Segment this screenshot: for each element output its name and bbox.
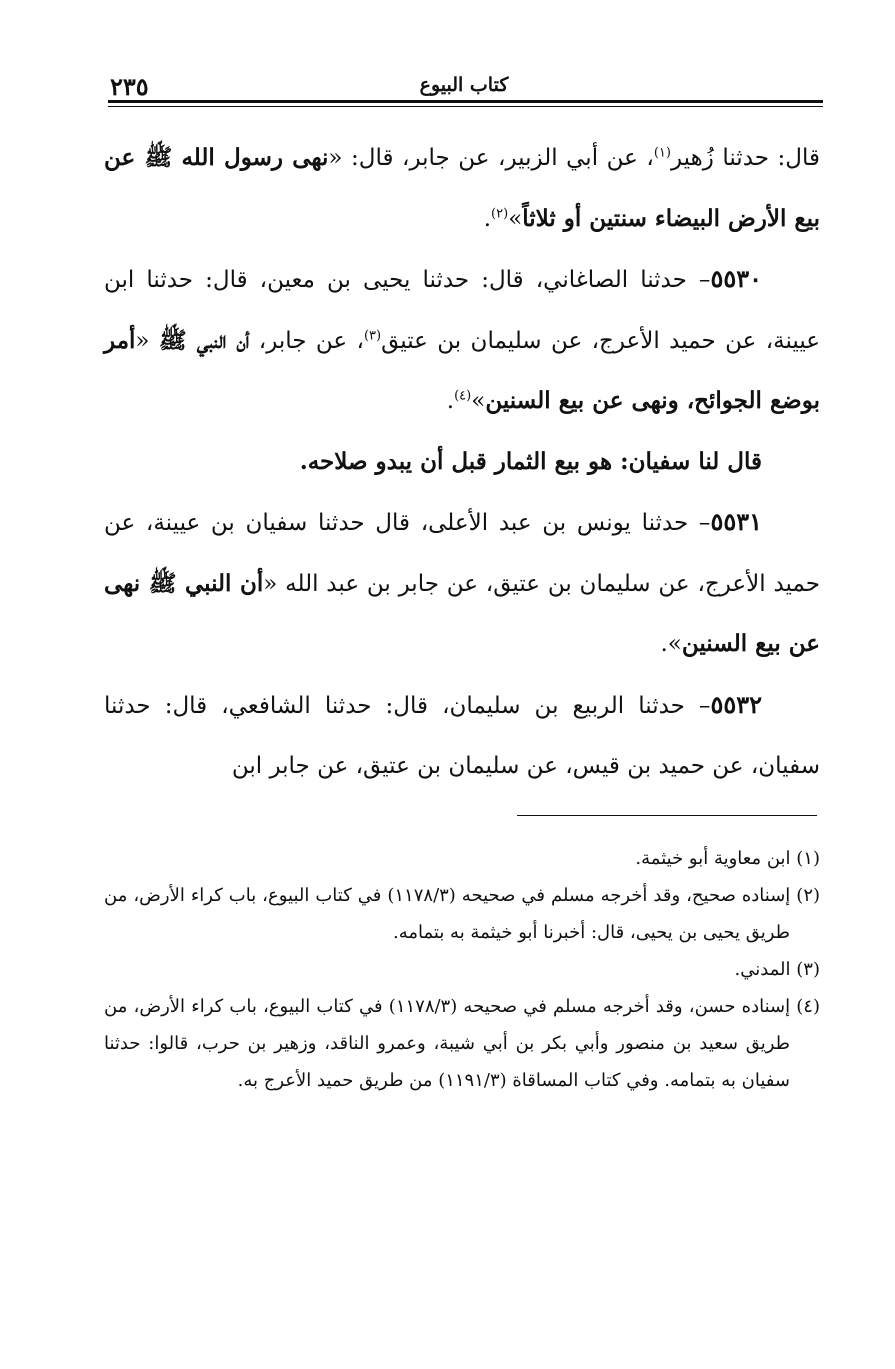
main-text (104, 128, 820, 797)
footnote-ref-3[interactable]: (٣) (363, 327, 382, 343)
hadith-matn: أمر بوضع الجوائح، ونهى عن بيع السنين (104, 326, 820, 414)
text-run: » (471, 388, 486, 414)
text-run: ». (660, 631, 682, 657)
footnote-1: (١) ابن معاوية أبو خيثمة. (635, 848, 820, 869)
hadith-5532 (104, 675, 820, 797)
text-run: « (135, 327, 159, 354)
isnad: – حدثنا الربيع بن سليمان، قال: حدثنا الشافعي، قال: حدثنا سفيان، عن حميد بن قيس، عن سليمان بن عتيق، عن جابر ابن (104, 692, 820, 779)
isnad: – حدثنا يونس بن عبد الأعلى، قال حدثنا سفيان بن عيينة، عن حميد الأعرج، عن سليمان بن عتيق، عن جابر بن عبد الله « (104, 510, 820, 597)
footnotes (104, 840, 820, 1099)
text-run: » (508, 205, 523, 232)
hadith-number: ٥٥٣٠ (710, 264, 762, 293)
text-run: . (446, 388, 455, 414)
footnote-ref-2[interactable]: (٢) (491, 205, 509, 221)
footnote-separator (517, 815, 817, 816)
hadith-number: ٥٥٣١ (710, 507, 762, 536)
header-rule-thin (108, 106, 823, 107)
footnote-3: (٣) المدني. (734, 959, 820, 980)
text-run: قال: حدثنا زُهير (670, 145, 820, 171)
text-run: ، عن أبي الزبير، عن جابر، قال: « (328, 145, 654, 171)
running-title: كتاب البيوع (419, 74, 509, 96)
sufyan-comment: قال لنا سفيان: هو بيع الثمار قبل أن يبدو صلاحه. (299, 447, 762, 475)
hadith-matn: أن النبي ﷺ (158, 326, 250, 354)
hadith-number: ٥٥٣٢ (710, 689, 762, 719)
text-run: ، عن جابر، (249, 327, 364, 354)
footnote-ref-1[interactable]: (١) (653, 145, 671, 161)
footnote-ref-4[interactable]: (٤) (454, 388, 472, 404)
footnote-4: (٤) إسناده حسن، وقد أخرجه مسلم في صحيحه (١١٧٨/٣) في كتاب البيوع، باب كراء الأرض، من طريق سعيد بن منصور وأبي بكر بن أبي شيبة، وعمرو الناقد، وزهير بن حرب، قالوا: حدثنا سفيان به بتمامه. وفي كتاب المساقاة (١١٩١/٣) من طريق حميد الأعرج به. (104, 996, 820, 1091)
hadith-matn: أن النبي ﷺ نهى عن بيع السنين (104, 569, 820, 657)
hadith-5531 (104, 492, 820, 675)
hadith-5530 (104, 249, 820, 432)
page-header (108, 72, 820, 102)
hadith-matn: نهى رسول الله ﷺ عن بيع الأرض البيضاء سنتين أو ثلاثاً (104, 144, 820, 232)
footnote-2: (٢) إسناده صحيح، وقد أخرجه مسلم في صحيحه (١١٧٨/٣) في كتاب البيوع، باب كراء الأرض، من طريق يحيى بن يحيى، قال: أخبرنا أبو خيثمة به بتمامه. (104, 885, 821, 943)
text-run: . (483, 205, 492, 232)
isnad: – حدثنا الصاغاني، قال: حدثنا يحيى بن معين، قال: حدثنا ابن عيينة، عن حميد الأعرج، عن سليمان بن عتيق (104, 267, 820, 354)
header-rule-thick (108, 100, 823, 103)
page-number: ٢٣٥ (110, 72, 149, 101)
paragraph-continuation (104, 128, 820, 249)
